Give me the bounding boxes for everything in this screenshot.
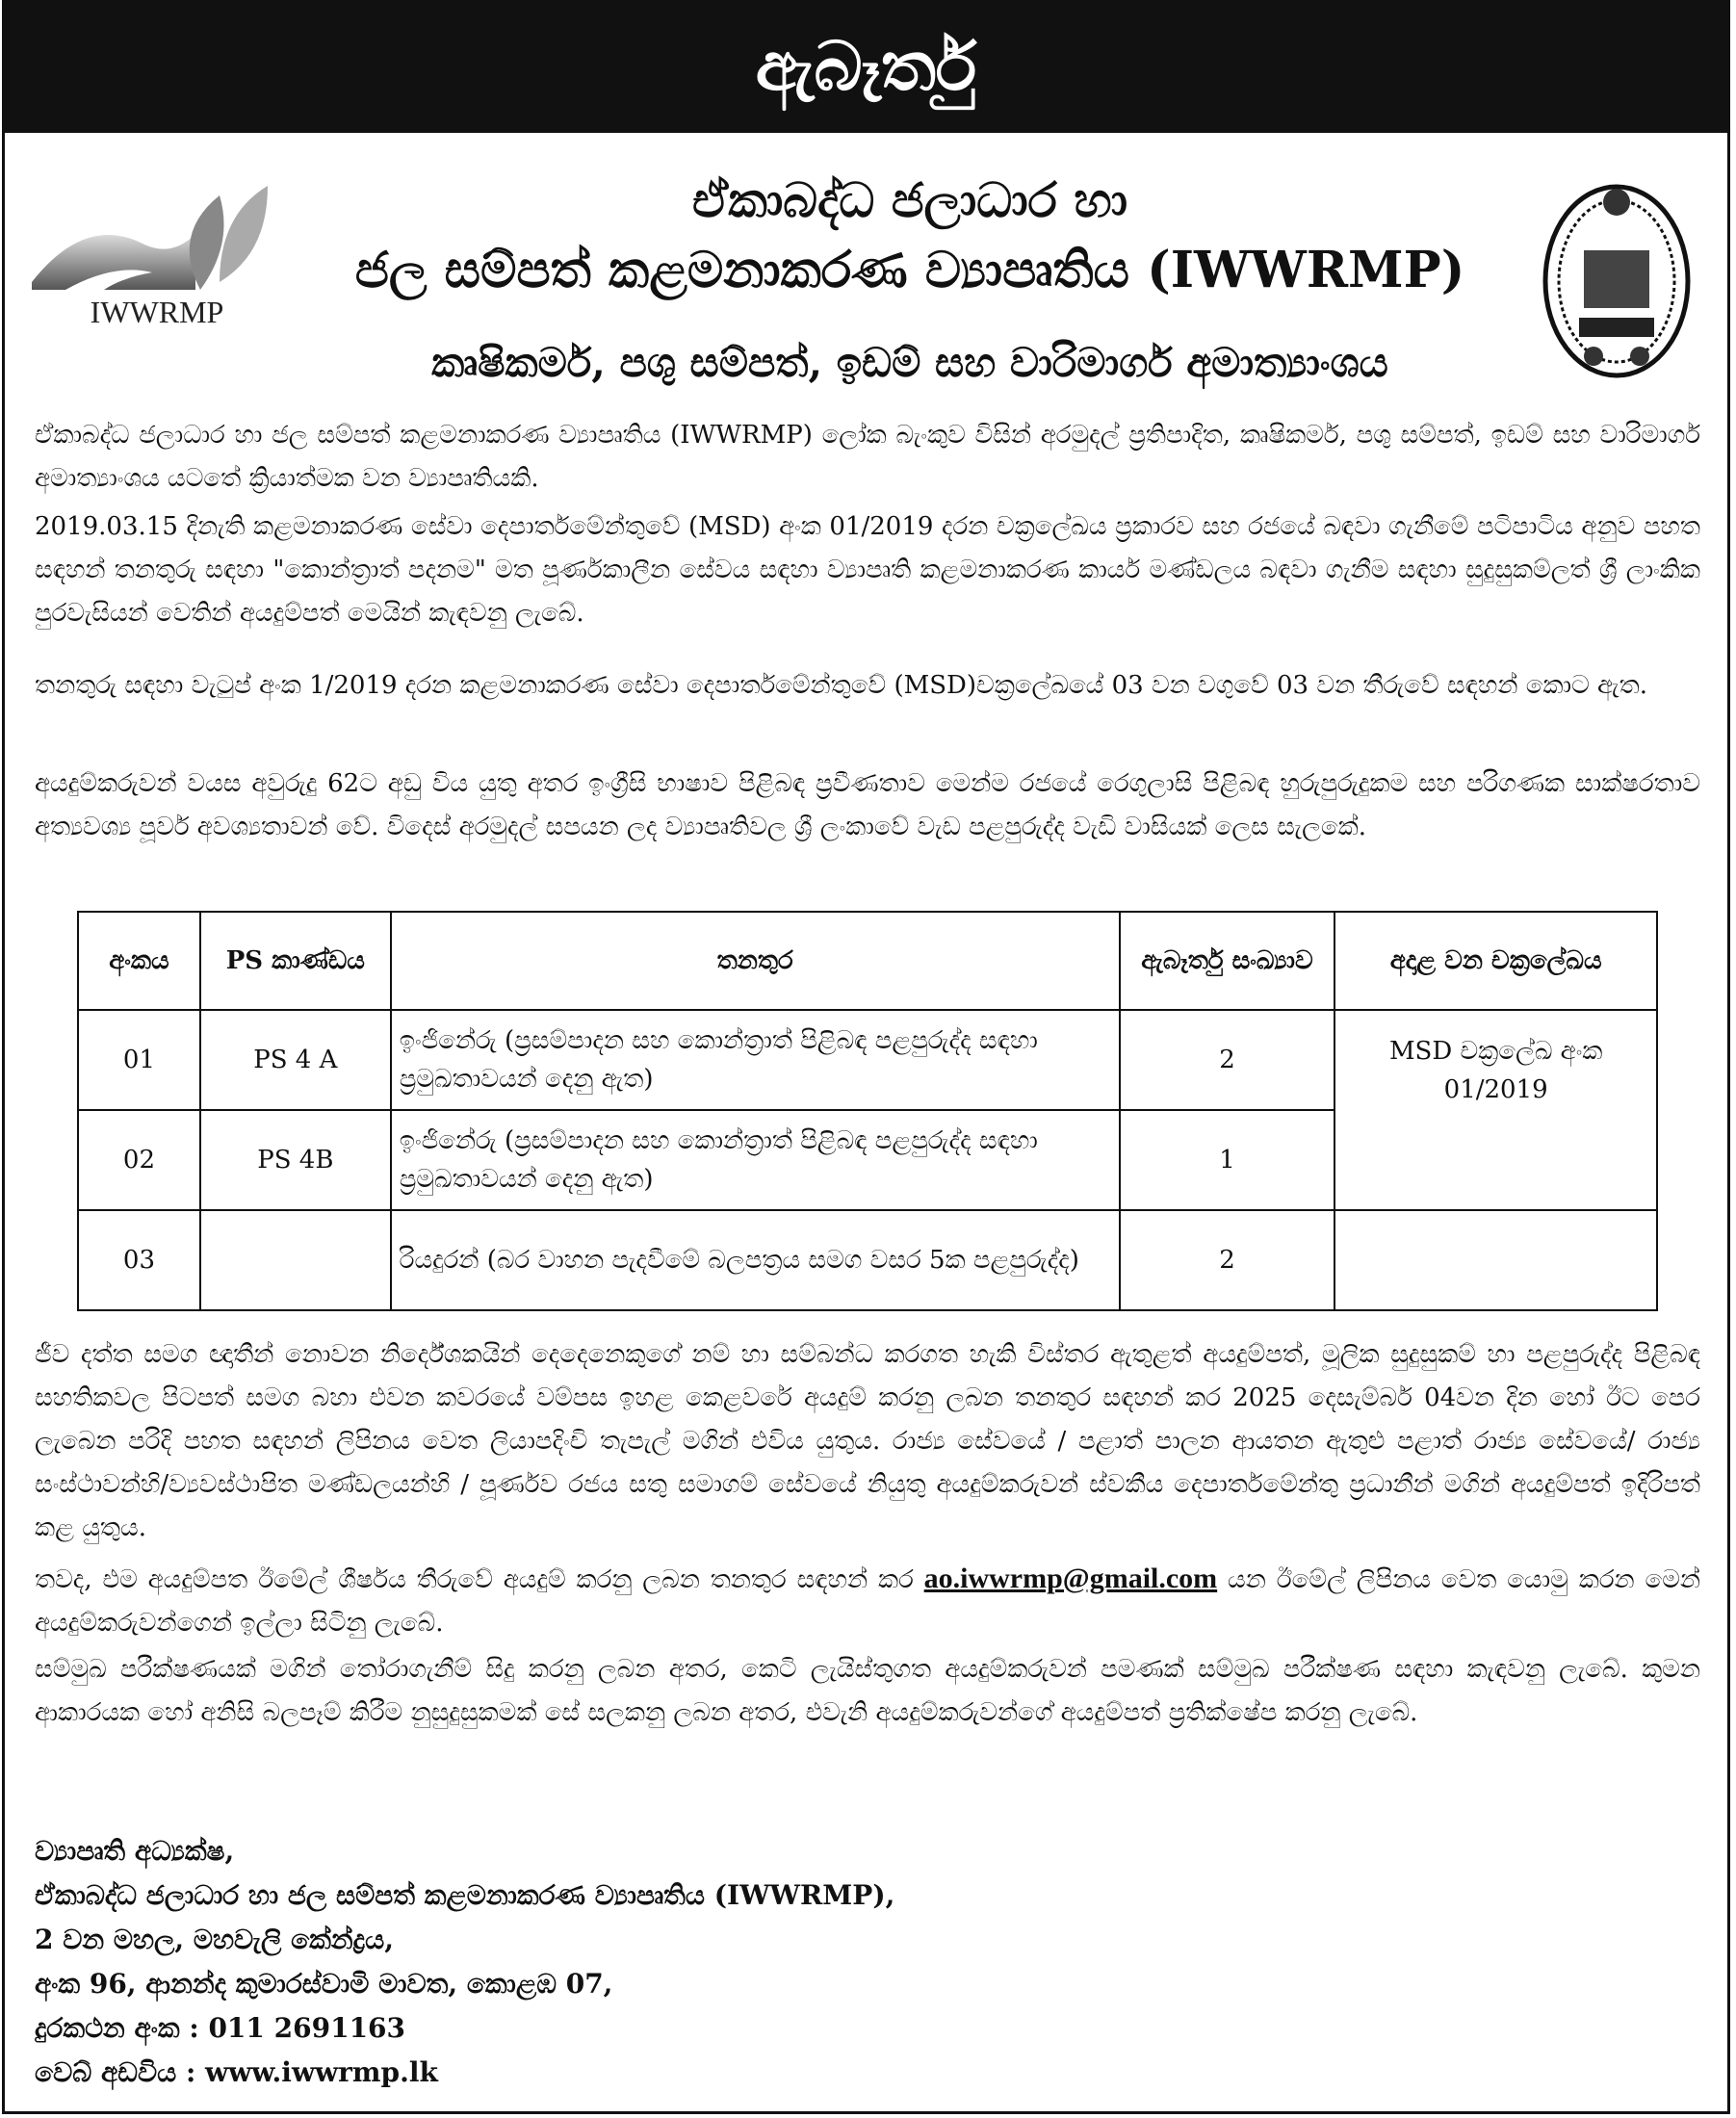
table-row bbox=[78, 1210, 1657, 1310]
vacancies-banner: ඇබෑර්තු bbox=[2, 0, 1730, 133]
signature-block bbox=[35, 1829, 894, 2095]
sri-lanka-emblem bbox=[1541, 173, 1693, 381]
email-text-after: යන ඊමේල් ලිපිනය වෙත යොමු කරන මෙන් අයදුම්කරුවන්ගෙන් ඉල්ලා සිටිනු ලැබේ. bbox=[35, 1565, 1700, 1638]
row-post: ඉංජිනේරු (ප්‍රසම්පාදන සහ කොන්ත්‍රාත් පිළිබඳ පළපුරුද්ද සඳහා ප්‍රමුඛතාවයන් දෙනු ඇත) bbox=[391, 1010, 1120, 1110]
row-circular: MSD චක්‍රලේඛ අංක 01/2019 bbox=[1334, 1010, 1657, 1210]
recruitment-paragraph: 2019.03.15 දිනැති කළමනාකරණ සේවා දෙපාර්තමේන්තුවේ (MSD) අංක 01/2019 දරන චක්‍රලේඛය ප්‍රකාරව සහ රජයේ බඳවා ගැනීමේ පටිපාටිය අනුව පහත සඳහන් තනතුරු සඳහා "කොන්ත්‍රාත් පදනම" මත පූර්ණකාලීන සේවය සඳහා ව්‍යාපෘති කළමනාකරණ කාර්ය මණ්ඩලය බඳවා ගැනීම සඳහා සුදුසුකම්ලත් ශ්‍රී ලාංකික පුරවැසියන් වෙතින් අයදුම්පත් මෙයින් කැඳවනු ලැබේ. bbox=[35, 512, 1700, 628]
ministry-name: කෘෂිකර්ම, පශු සම්පත්, ඉඩම් සහ වාරිමාර්ග අමාත්‍යාංශය bbox=[431, 339, 1388, 386]
signature-floor: 2 වන මහල, මහවැලි කේන්ද්‍රය, bbox=[35, 1924, 394, 1955]
iwwrmp-logo bbox=[27, 176, 287, 330]
row-ps-grade: PS 4 A bbox=[200, 1010, 391, 1110]
header-number: අංකය bbox=[78, 912, 200, 1010]
row-vacancies: 2 bbox=[1120, 1010, 1335, 1110]
eligibility-paragraph: අයදුම්කරුවන් වයස අවුරුදු 62ට අඩු විය යුතු අතර ඉංග්‍රීසි භාෂාව පිළිබඳ ප්‍රවීණතාව මෙන්ම රජයේ රෙගුලාසි පිළිබඳ හුරුපුරුදුකම සහ පරිගණක සාක්ෂරතාව අත්‍යවශ්‍ය පූර්ව අවශ්‍යතාවන් වේ. විදෙස් අරමුදල් සපයන ලද ව්‍යාපෘතිවල ශ්‍රී ලංකාවේ වැඩ පළපුරුද්ද වැඩි වාසියක් ලෙස සැලකේ. bbox=[35, 769, 1700, 841]
email-link[interactable]: ao.iwwrmp@gmail.com bbox=[923, 1563, 1218, 1594]
row-number: 03 bbox=[78, 1210, 200, 1310]
signature-project: ඒකාබද්ධ ජලාධාර හා ජල සම්පත් කළමනාකරණ ව්‍යාපෘතිය (IWWRMP), bbox=[35, 1879, 895, 1911]
row-post: ඉංජිනේරු (ප්‍රසම්පාදන සහ කොන්ත්‍රාත් පිළිබඳ පළපුරුද්ද සඳහා ප්‍රමුඛතාවයන් දෙනු ඇත) bbox=[391, 1110, 1120, 1210]
table-row bbox=[78, 1010, 1657, 1110]
row-circular-empty bbox=[1334, 1210, 1657, 1310]
interview-paragraph: සම්මුඛ පරීක්ෂණයක් මගින් තෝරාගැනීම් සිදු කරනු ලබන අතර, කෙටි ලැයිස්තුගත අයදුම්කරුවන් පමණක් සම්මුඛ පරීක්ෂණ සඳහා කැඳවනු ලැබේ. කුමන ආකාරයක හෝ අනිසි බලපෑම් කිරීම නුසුදුසුකමක් සේ සලකනු ලබන අතර, එවැනි අයදුම්කරුවන්ගේ අයදුම්පත් ප්‍රතික්ෂේප කරනු ලැබේ. bbox=[35, 1655, 1700, 1727]
row-vacancies: 1 bbox=[1120, 1110, 1335, 1210]
project-title-line2: ජල සම්පත් කළමනාකරණ ව්‍යාපෘතිය (IWWRMP) bbox=[354, 241, 1465, 299]
email-text-before: තවද, එම අයදුම්පත ඊමේල් ශීර්ෂය තීරුවේ අයදුම් කරනු ලබන තනතුර සඳහන් කර bbox=[35, 1565, 924, 1594]
vacancy-table bbox=[77, 911, 1658, 1311]
landscape-leaf-icon bbox=[27, 176, 287, 297]
signature-address: අංක 96, ආනන්ද කුමාරස්වාමි මාවත, කොළඹ 07, bbox=[35, 1968, 613, 2000]
row-post: රියදුරන් (බර වාහන පැදවීමේ බලපත්‍රය සමග වසර 5ක පළපුරුද්ද) bbox=[391, 1210, 1120, 1310]
row-number: 02 bbox=[78, 1110, 200, 1210]
salary-paragraph: තනතුරු සඳහා වැටුප් අංක 1/2019 දරන කළමනාකරණ සේවා දෙපාර්තමේන්තුවේ (MSD)චක්‍රලේඛයේ 03 වන වගුවේ 03 වන තීරුවේ සඳහන් කොට ඇත. bbox=[35, 671, 1647, 700]
logo-text: IWWRMP bbox=[90, 295, 224, 329]
application-paragraph: ජීව දත්ත සමග ඥාතීන් නොවන නිර්දේශකයින් දෙදෙනෙකුගේ නම් හා සම්බන්ධ කරගත හැකි විස්තර ඇතුළත් අයදුම්පත්, මූලික සුදුසුකම් හා පළපුරුද්ද පිළිබඳ සහතිකවල පිටපත් සමග බහා එවන කවරයේ වම්පස ඉහළ කෙළවරේ අයදුම් කරනු ලබන තනතුර සඳහන් කර 2025 දෙසැම්බර් 04වන දින හෝ ඊට පෙර ලැබෙන පරිදි පහත සඳහන් ලිපිනය වෙත ලියාපදිංචි තැපැල් මගින් එවිය යුතුය. රාජ්‍ය සේවයේ / පළාත් පාලන ආයතන ඇතුළු පළාත් රාජ්‍ය සේවයේ/ රාජ්‍ය සංස්ථාවන්හි/ව්‍යවස්ථාපිත මණ්ඩලයන්හි / පූර්ණව රජය සතු සමාගම් සේවයේ නියුතු අයදුම්කරුවන් ස්වකීය දෙපාර්තමේන්තු ප්‍රධානීන් මගින් අයදුම්පත් ඉදිරිපත් කළ යුතුය. bbox=[35, 1340, 1700, 1542]
row-vacancies: 2 bbox=[1120, 1210, 1335, 1310]
row-number: 01 bbox=[78, 1010, 200, 1110]
header-vacancies: ඇබෑර්තු සංඛ්‍යාව bbox=[1120, 912, 1335, 1010]
header-post: තනතුර bbox=[391, 912, 1120, 1010]
row-ps-grade bbox=[200, 1210, 391, 1310]
signature-website[interactable]: වෙබ් අඩවිය : www.iwwrmp.lk bbox=[35, 2056, 438, 2088]
header-circular: අදාළ වන චක්‍රලේඛය bbox=[1334, 912, 1657, 1010]
signature-phone: දුරකථන අංක : 011 2691163 bbox=[35, 2012, 406, 2044]
project-title-line1: ඒකාබද්ධ ජලාධාර හා bbox=[691, 171, 1128, 228]
table-header-row bbox=[78, 912, 1657, 1010]
intro-paragraph: ඒකාබද්ධ ජලාධාර හා ජල සම්පත් කළමනාකරණ ව්‍යාපෘතිය (IWWRMP) ලෝක බැංකුව විසින් අරමුදල් ප්‍රතිපාදිත, කෘෂිකර්ම, පශු සම්පත්, ඉඩම් සහ වාරිමාර්ග අමාත්‍යාංශය යටතේ ක්‍රියාත්මක වන ව්‍යාපෘතියකි. bbox=[35, 421, 1700, 493]
signature-title: ව්‍යාපෘති අධ්‍යක්ෂ, bbox=[35, 1835, 235, 1867]
email-paragraph bbox=[35, 1557, 1700, 1645]
row-ps-grade: PS 4B bbox=[200, 1110, 391, 1210]
national-emblem-icon bbox=[1541, 173, 1693, 381]
header-ps-grade: PS කාණ්ඩය bbox=[200, 912, 391, 1010]
